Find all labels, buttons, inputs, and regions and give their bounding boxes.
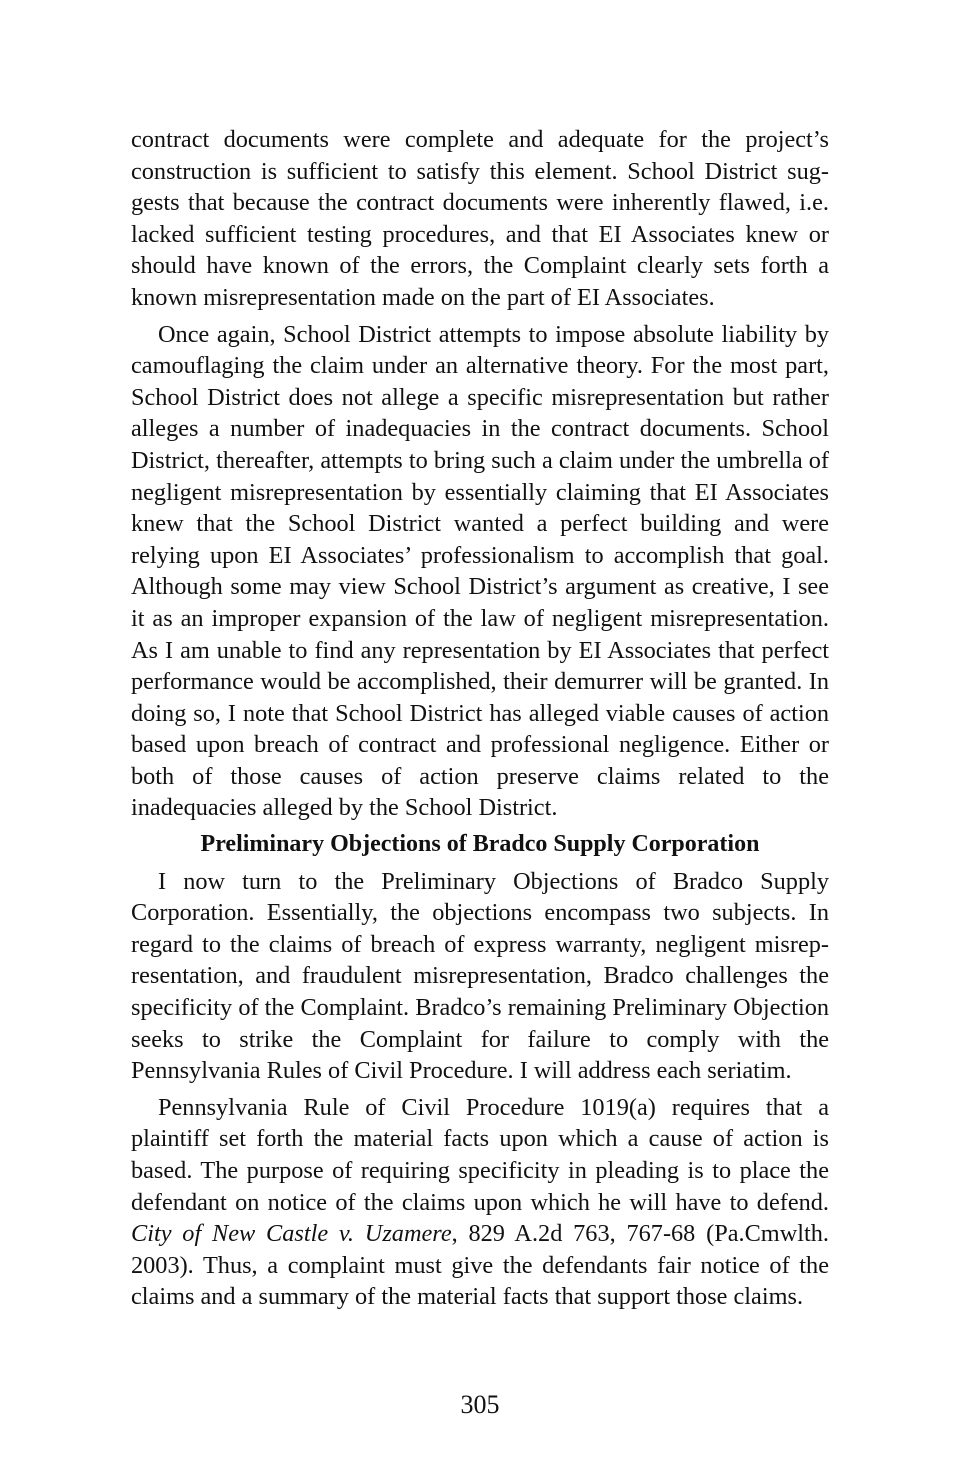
paragraph-rule-1019-text-end: , 829 A.2d 763, 767-68 (Pa.Cmwlth. 2003). Thus, a complaint must give the defendants fair notice of the claims and a summary of the material facts that support those claims. [131, 1220, 829, 1311]
paragraph-bradco-objections: I now turn to the Preliminary Objections of Bradco Supply Corporation. Essentially, the objections encompass two subjects. In regard to the claims of breach of express warranty, negligent misrepresentation, and fraudulent misrepresentation, Bradco challenges the specificity of the Complaint. Bradco’s remaining Preliminary Objection seeks to strike the Complaint for failure to comply with the Pennsylvania Rules of Civil Procedure. I will address each seriatim. [131, 867, 829, 1085]
case-citation: City of New Castle v. Uzamere [131, 1220, 452, 1248]
section-heading: Preliminary Objections of Bradco Supply Corporation [200, 831, 760, 858]
paragraph-misrepresentation-analysis: Once again, School District attempts to impose absolute liability by camouflaging the claim under an alternative theory. For the most part, School District does not allege a specific misrepresentation but rather alleges a number of inadequacies in the contract documents. School District, thereafter, attempts to bring such a claim under the umbrella of negligent misrepresentation by essentially claiming that EI Associates knew that the School District wanted a perfect building and were relying upon EI Associates’ professionalism to accomplish that goal. Although some may view School District’s argument as creative, I see it as an improper expansion of the law of negligent misrepresentation. As I am unable to find any representation by EI Associates that perfect performance would be accomplished, their demurrer will be granted. In doing so, I note that School District has alleged viable causes of action based upon breach of contract and professional negligence. Either or both of those causes of action preserve claims related to the inadequacies alleged by the School District. [131, 320, 829, 822]
paragraph-continuation: contract documents were complete and adequate for the project’s construction is sufficient to satisfy this element. School District suggests that because the contract documents were inherently flawed, i.e. lacked sufficient testing procedures, and that EI Associates knew or should have known of the errors, the Complaint clearly sets forth a known misrepresentation made on the part of EI Associates. [131, 126, 829, 311]
paragraph-rule-1019 [131, 1092, 829, 1313]
page-number: 305 [460, 1390, 500, 1419]
paragraph-rule-1019-text: Pennsylvania Rule of Civil Procedure 1019(a) requires that a plaintiff set forth the material facts upon which a cause of action is based. The purpose of requiring specificity in pleading is to place the defendant on notice of the claims upon which he will have to defend. [131, 1093, 829, 1216]
document-page [131, 124, 829, 1313]
